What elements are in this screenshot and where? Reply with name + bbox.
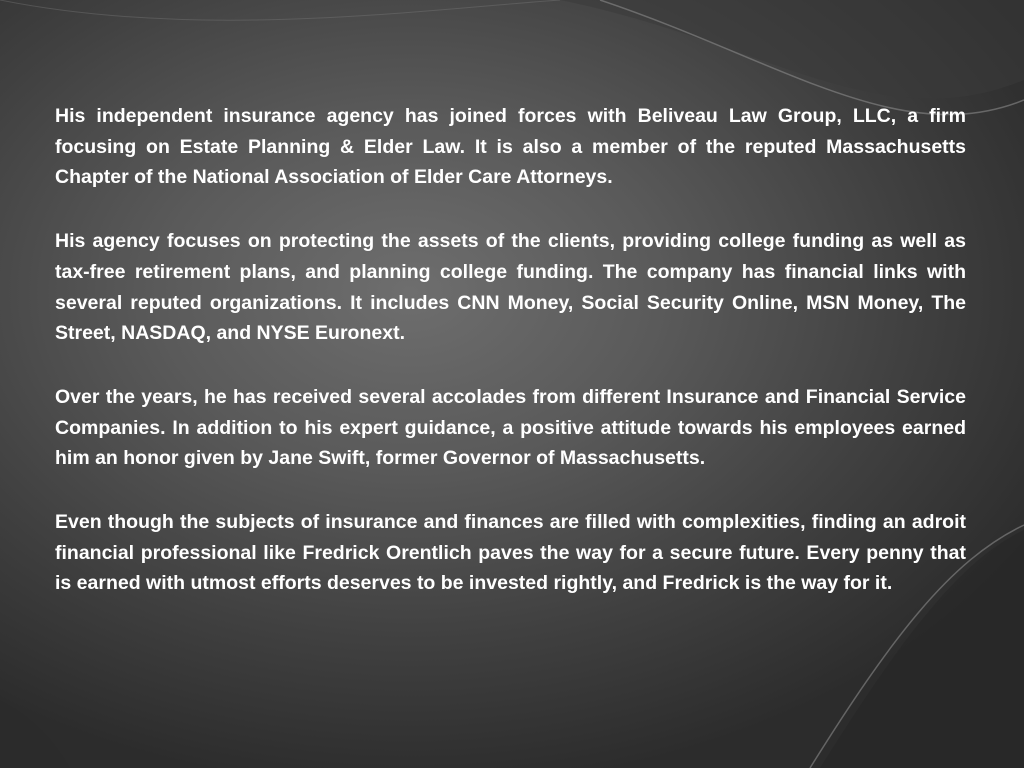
paragraph-conclusion: Even though the subjects of insurance and finances are filled with complexities, finding an adroit financial professional like Fredrick Orentlich paves the way for a secure future. Every penny that is earned with utmost efforts deserves to be invested rightly, and Fredrick is the way for it.	[55, 511, 966, 595]
text-body	[55, 101, 966, 632]
paragraph-accolades: Over the years, he has received several accolades from different Insurance and Financial Service Companies. In addition to his expert guidance, a positive attitude towards his employees earned him an honor given by Jane Swift, former Governor of Massachusetts.	[55, 385, 966, 470]
paragraph-agency-partnership: His independent insurance agency has joined forces with Beliveau Law Group, LLC, a firm focusing on Estate Planning & Elder Law. It is also a member of the reputed Massachusetts Chapter of the National Association of Elder Care Attorneys.	[55, 105, 966, 189]
paragraph-agency-focus: His agency focuses on protecting the assets of the clients, providing college funding as well as tax-free retirement plans, and planning college funding. The company has financial links with several reputed organizations. It includes CNN Money, Social Security Online, MSN Money, The Street, NASDAQ, and NYSE Euronext.	[55, 230, 966, 345]
